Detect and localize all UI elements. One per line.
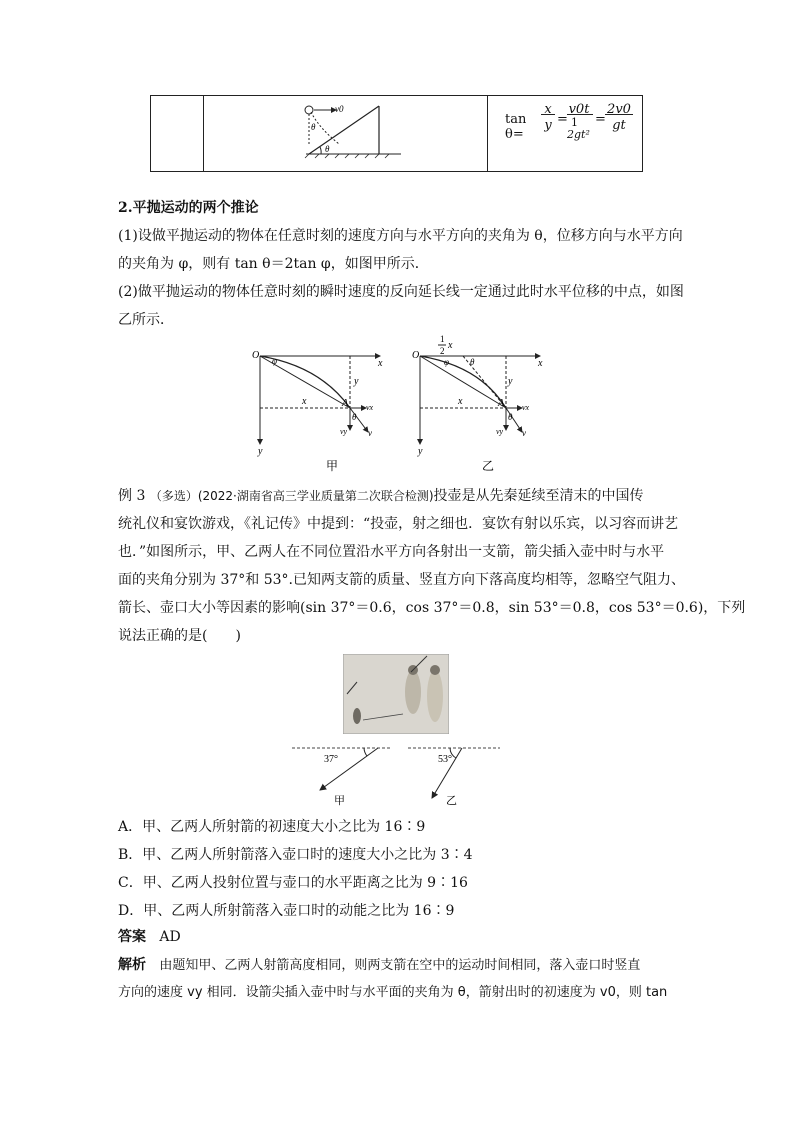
frac2-num: v0t: [568, 102, 590, 117]
y-axis-label: y: [258, 446, 263, 457]
x-label: x: [458, 396, 463, 407]
analysis-line-2: 方向的速度 vy 相同．设箭尖插入壶中时与水平面的夹角为 θ，箭射出时的初速度为 v0，则 tan: [118, 985, 668, 1000]
answer-value: AD: [159, 929, 181, 945]
figure-jia: [250, 346, 390, 476]
analysis-label: 解析: [118, 957, 146, 973]
touhu-painting: [343, 654, 449, 734]
example-line-2: 统礼仪和宴饮游戏，《礼记传》中提到：“投壶，射之细也．宴饮有射以乐宾，以习容而讲艺: [118, 516, 679, 532]
paragraph-1-line-2: 的夹角为 φ，则有 tan θ＝2tan φ，如图甲所示．: [118, 256, 429, 272]
x-axis-label: x: [538, 358, 543, 369]
y-label: y: [354, 376, 359, 387]
v0-label: v0: [335, 104, 344, 114]
origin-label: O: [252, 350, 260, 361]
caption-jia: 甲: [326, 459, 339, 473]
v-label: v: [368, 428, 372, 438]
caption-yi: 乙: [482, 459, 495, 473]
point-a-label: A: [342, 398, 349, 409]
v-label: v: [522, 428, 526, 438]
origin-label: O: [412, 350, 420, 361]
half-x: x: [448, 340, 453, 351]
frac1-num: x: [544, 102, 552, 117]
option-d: D．甲、乙两人所射箭落入壶口时的动能之比为 16∶9: [118, 903, 455, 919]
option-a: A．甲、乙两人所射箭的初速度大小之比为 16∶9: [118, 819, 426, 835]
paragraph-2-line-1: (2)做平抛运动的物体任意时刻的瞬时速度的反向延长线一定通过此时水平位移的中点，如图: [118, 284, 684, 300]
analysis-text-1: 由题知甲、乙两人射箭高度相同，则两支箭在空中的运动时间相同，落入壶口时竖直: [159, 958, 641, 973]
answer-line: [118, 924, 181, 950]
frac3-num: 2v0: [607, 102, 631, 117]
formula-table-row: [150, 95, 643, 172]
answer-label: 答案: [118, 929, 146, 945]
theta-label: θ: [508, 412, 513, 422]
frac2-den-bottom: 2gt²: [567, 128, 590, 141]
paragraph-2-line-2: 乙所示．: [118, 312, 174, 328]
vy-label: vy: [340, 427, 348, 436]
example-line-5: 箭长、壶口大小等因素的影响(sin 37°＝0.6，cos 37°＝0.8，sin 53°＝0.8，cos 53°＝0.6)，下列: [118, 600, 746, 616]
theta-label-top: θ: [470, 357, 475, 367]
point-a-label: A: [498, 398, 505, 409]
figure-yi: [410, 332, 550, 476]
paragraph-1-line-1: (1)设做平抛运动的物体在任意时刻的速度方向与水平方向的夹角为 θ，位移方向与水平方向: [118, 228, 683, 244]
incline-diagram: [291, 100, 421, 168]
example-line-3: 也．”如图所示，甲、乙两人在不同位置沿水平方向各射出一支箭，箭尖插入壶中时与水平: [118, 544, 665, 560]
example-line-6: 说法正确的是( ): [118, 628, 241, 644]
phi-label: φ: [444, 357, 449, 367]
arrow-angle-diagram: [290, 740, 510, 806]
example-tag: （多选）(2022·湖南省高三学业质量第二次联合检测): [149, 489, 434, 503]
frac3-den: gt: [612, 118, 626, 133]
phi-label: φ: [272, 356, 277, 366]
frac2-den-top: 1: [571, 116, 578, 129]
example-line-1-text: 投壶是从先秦延续至清末的中国传: [433, 488, 644, 504]
vx-label: vx: [366, 403, 374, 412]
y-axis-label: y: [418, 446, 423, 457]
section-heading: 2.平抛运动的两个推论: [118, 200, 259, 216]
angle-37: 37°: [324, 754, 338, 765]
table-cell-empty: [151, 96, 204, 171]
theta-label-bottom: θ: [325, 144, 330, 154]
formula-lhs: tan θ=: [505, 112, 527, 142]
eq1: =: [557, 112, 568, 127]
frac1-den: y: [544, 118, 552, 133]
arrow-label-jia: 甲: [334, 795, 345, 806]
example-label: 例 3: [118, 488, 146, 504]
arrow-label-yi: 乙: [446, 795, 457, 806]
option-b: B．甲、乙两人所射箭落入壶口时的速度大小之比为 3∶4: [118, 847, 473, 863]
x-axis-label: x: [378, 358, 383, 369]
example-line-1: [118, 482, 678, 510]
theta-label-top: θ: [311, 122, 316, 132]
y-label: y: [508, 376, 513, 387]
half-num: 1: [440, 334, 445, 344]
vy-label: vy: [496, 427, 504, 436]
example-line-4: 面的夹角分别为 37°和 53°.已知两支箭的质量、竖直方向下落高度均相等，忽略空气阻力、: [118, 572, 685, 588]
option-c: C．甲、乙两人投射位置与壶口的水平距离之比为 9∶16: [118, 875, 468, 891]
theta-label: θ: [352, 412, 357, 422]
eq2: =: [595, 112, 606, 127]
x-label: x: [302, 396, 307, 407]
analysis-line-1: [118, 952, 640, 979]
half-den: 2: [440, 346, 445, 356]
vx-label: vx: [522, 403, 530, 412]
angle-53: 53°: [438, 754, 452, 765]
